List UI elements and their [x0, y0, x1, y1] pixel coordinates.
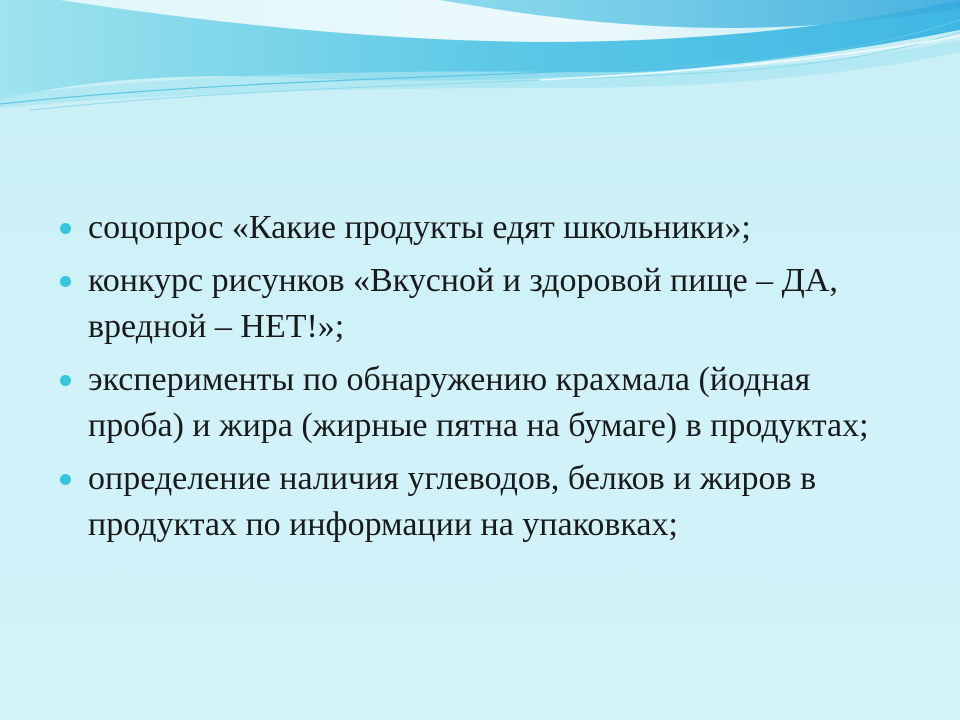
header-wave-decoration	[0, 0, 960, 130]
list-item	[60, 456, 900, 548]
bullet-text: определение наличия углеводов, белков и жиров в продуктах по информации на упаковках;	[88, 460, 817, 543]
slide-content	[60, 205, 900, 555]
bullet-icon	[60, 474, 71, 485]
bullet-icon	[60, 223, 71, 234]
list-item	[60, 357, 900, 449]
bullet-icon	[60, 375, 71, 386]
bullet-text: эксперименты по обнаружению крахмала (йодная проба) и жира (жирные пятна на бумаге) в продуктах;	[88, 361, 869, 444]
bullet-text: конкурс рисунков «Вкусной и здоровой пище – ДА, вредной – НЕТ!»;	[88, 262, 838, 345]
bullet-text: соцопрос «Какие продукты едят школьники»;	[88, 209, 751, 246]
bullet-list	[60, 205, 900, 548]
list-item	[60, 205, 900, 251]
list-item	[60, 258, 900, 350]
bullet-icon	[60, 276, 71, 287]
